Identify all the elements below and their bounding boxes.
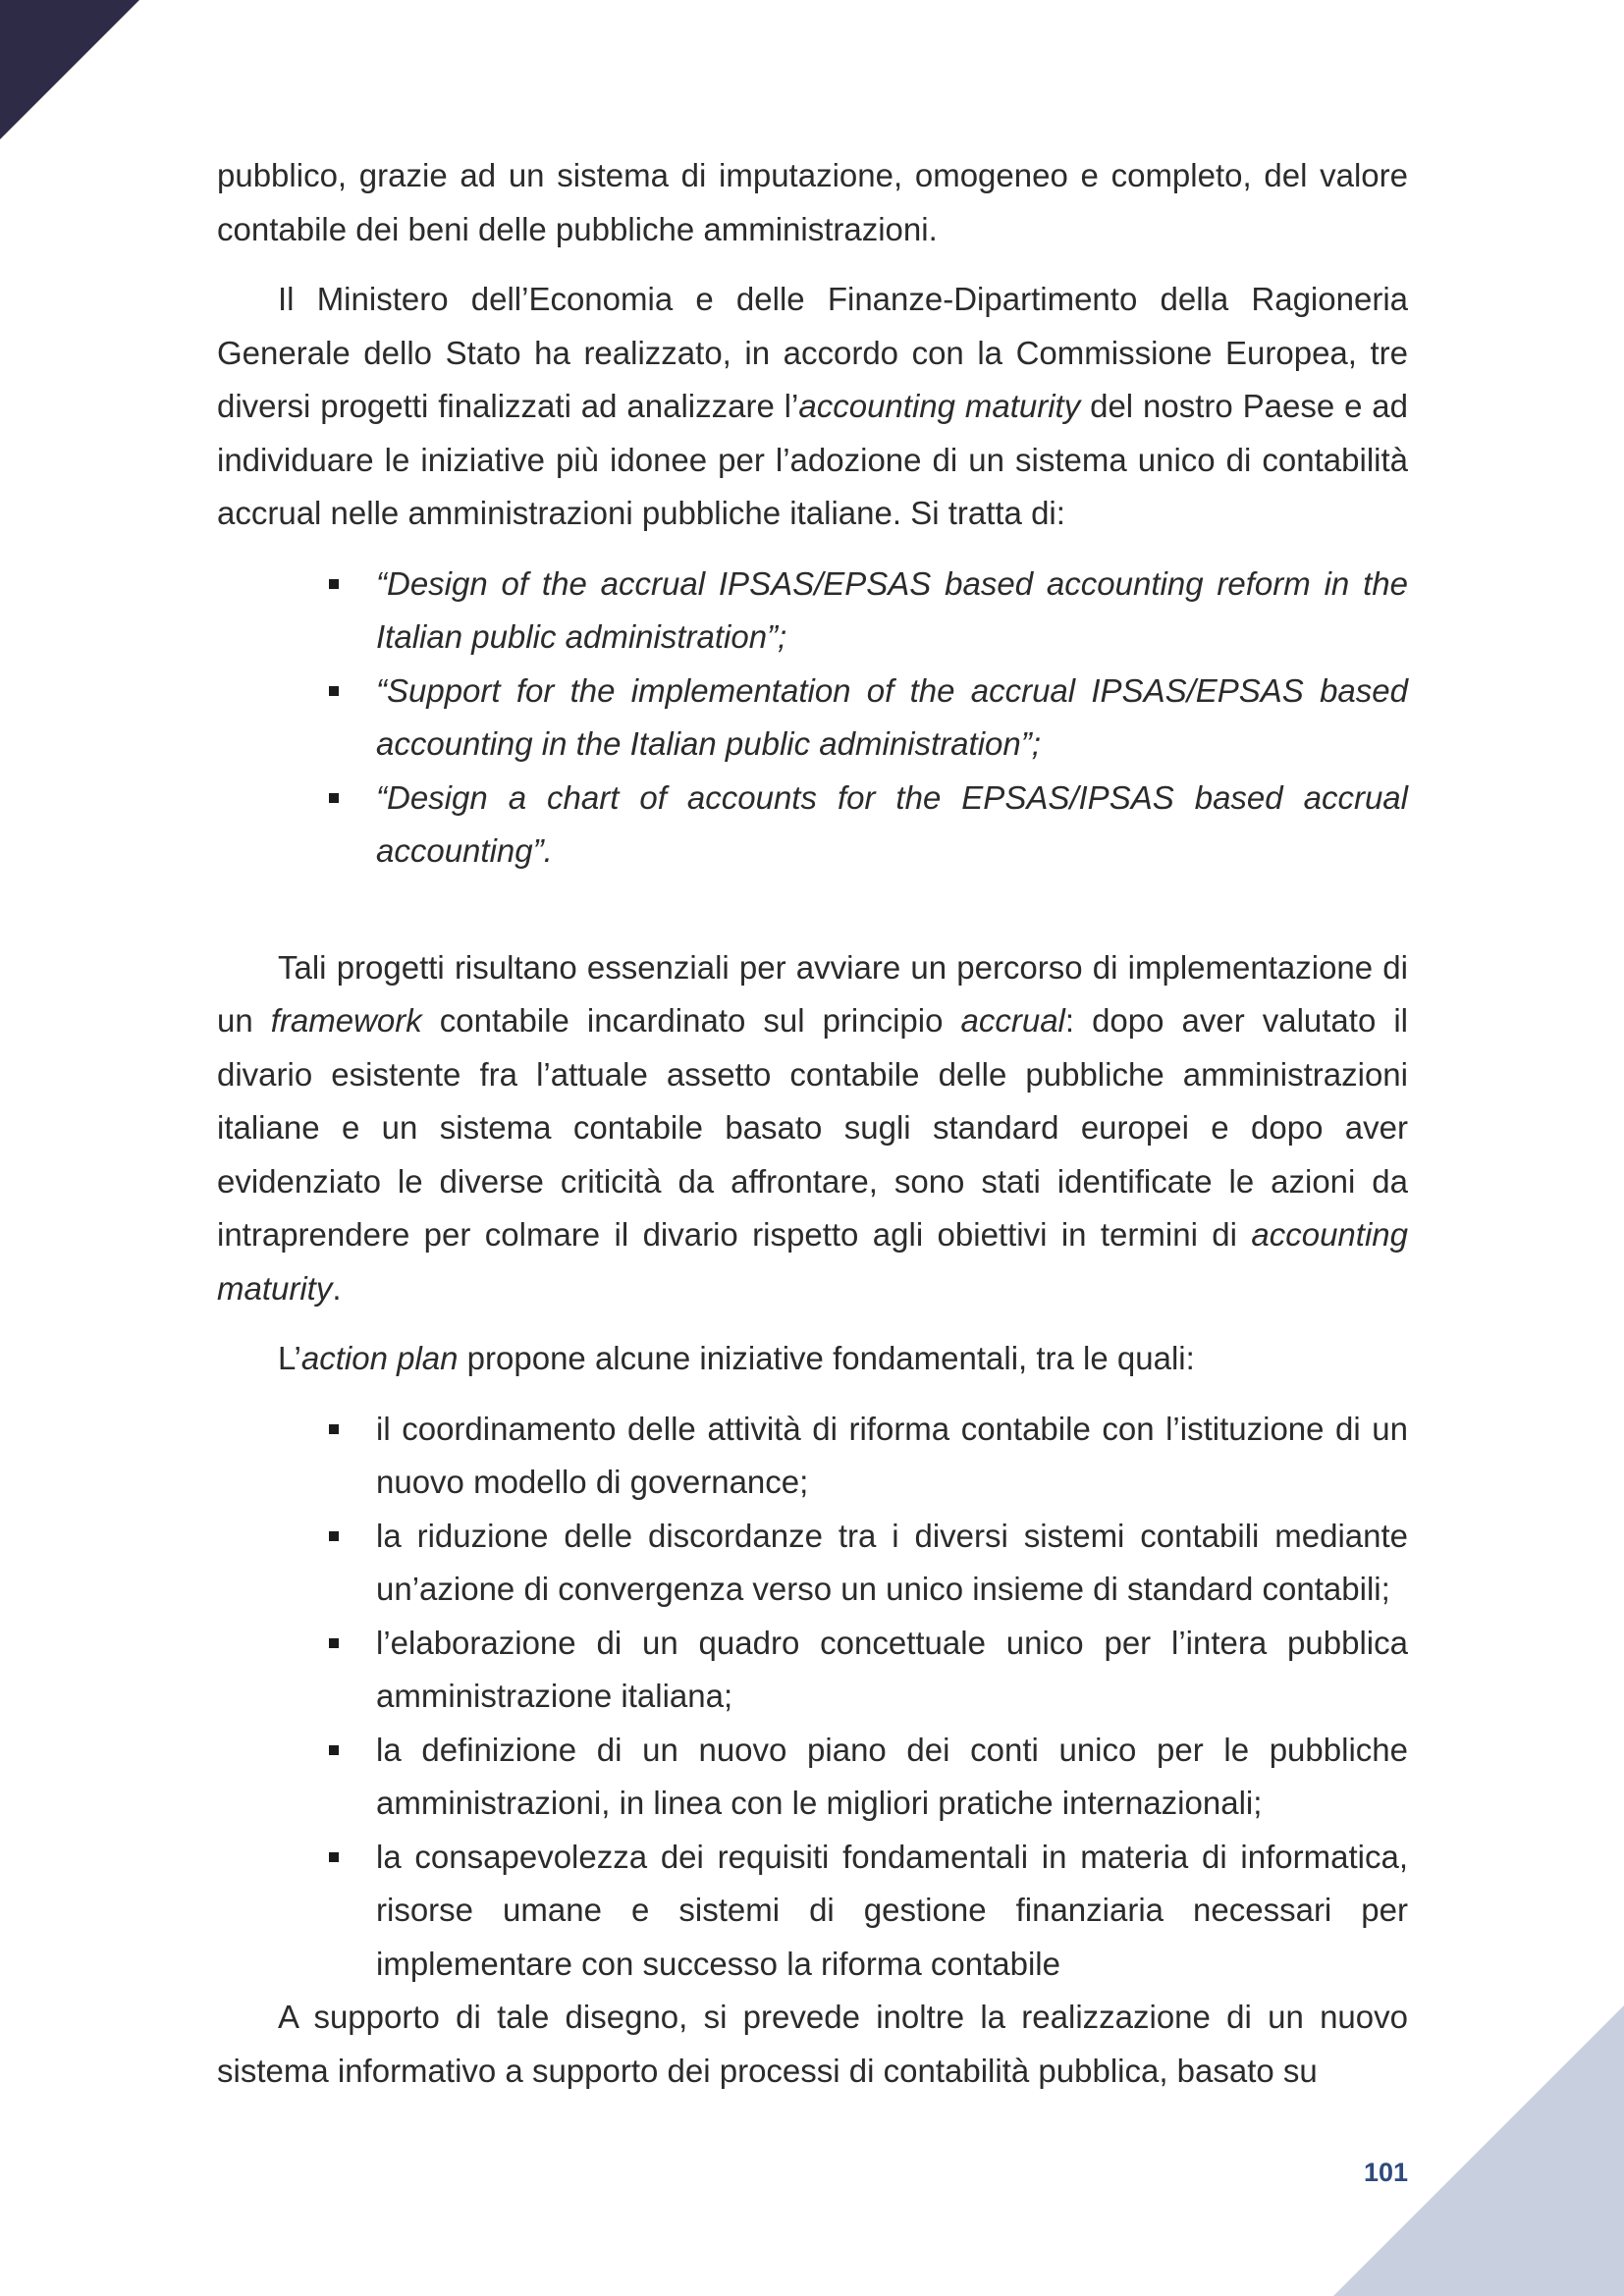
- text-run: propone alcune iniziative fondamentali, tra le quali:: [458, 1340, 1195, 1376]
- text-run-italic: accounting maturity: [217, 1216, 1408, 1307]
- bullet-square-icon: [329, 793, 339, 803]
- paragraph-continuation: pubblico, grazie ad un sistema di imputazione, omogeneo e completo, del valore contabile dei beni delle pubbliche amministrazioni.: [217, 157, 1408, 247]
- list-item: [376, 1724, 1408, 1831]
- paragraph-projects-essential: [217, 941, 1408, 1316]
- paragraph-action-plan: [217, 1332, 1408, 1386]
- list-item: [376, 1510, 1408, 1617]
- paragraph-information-system: A supporto di tale disegno, si prevede inoltre la realizzazione di un nuovo sistema informativo a supporto dei processi di contabilità pubblica, basato su: [217, 1999, 1408, 2089]
- page-number: 101: [1363, 2158, 1408, 2187]
- list-item: [376, 772, 1408, 879]
- text-run-italic: framework: [270, 1002, 422, 1039]
- text-run-italic: accounting maturity: [798, 388, 1081, 424]
- list-item: [376, 1403, 1408, 1510]
- text-run: Il Ministero dell’Economia e delle Finanze-Dipartimento della Ragioneria Generale dello Stato ha realizzato, in accordo con la Commissione Europea, tre diversi progetti finalizzati ad analizzare l’: [217, 281, 1408, 424]
- list-item: [376, 665, 1408, 772]
- list-item-text: la definizione di un nuovo piano dei conti unico per le pubbliche amministrazioni, in linea con le migliori pratiche internazionali;: [376, 1731, 1408, 1821]
- paragraph-ministry: [217, 273, 1408, 541]
- bullet-square-icon: [329, 579, 339, 589]
- corner-decoration-top-left: [0, 0, 139, 139]
- text-run-italic: accrual: [960, 1002, 1065, 1039]
- text-run: contabile incardinato sul principio: [421, 1002, 961, 1039]
- text-run: .: [332, 1269, 342, 1307]
- text-run: : dopo aver valutato il divario esistente fra l’attuale assetto contabile delle pubbliche amministrazioni italiane e un sistema contabile basato sugli standard europei e dopo aver evidenziato le diverse criticità da affrontare, sono stati identificate le azioni da intraprendere per colmare il divario rispetto agli obiettivi in termini di: [217, 1002, 1408, 1253]
- list-item-text: “Design of the accrual IPSAS/EPSAS based accounting reform in the Italian public administration”;: [376, 564, 1408, 655]
- text-run: Tali progetti risultano essenziali per avviare un percorso di implementazione di un: [217, 948, 1408, 1039]
- text-run-italic: action plan: [300, 1340, 459, 1376]
- bullet-square-icon: [329, 1424, 339, 1434]
- projects-list: [217, 558, 1408, 879]
- list-item-text: la riduzione delle discordanze tra i diversi sistemi contabili mediante un’azione di convergenza verso un unico insieme di standard contabili;: [376, 1517, 1408, 1607]
- bullet-square-icon: [329, 1852, 339, 1862]
- page-body: [217, 149, 1408, 2098]
- list-item-text: la consapevolezza dei requisiti fondamentali in materia di informatica, risorse umane e sistemi di gestione finanziaria necessari per implementare con successo la riforma contabile: [376, 1838, 1408, 1982]
- list-item: [376, 1831, 1408, 1992]
- list-item: [376, 558, 1408, 665]
- text-run: L’: [278, 1340, 301, 1376]
- bullet-square-icon: [329, 1638, 339, 1648]
- list-item-text: l’elaborazione di un quadro concettuale unico per l’intera pubblica amministrazione italiana;: [376, 1624, 1408, 1714]
- bullet-square-icon: [329, 686, 339, 696]
- text-run: del nostro Paese e ad individuare le iniziative più idonee per l’adozione di un sistema unico di contabilità accrual nelle amministrazioni pubbliche italiane. Si tratta di:: [217, 388, 1409, 531]
- bullet-square-icon: [329, 1531, 339, 1541]
- bullet-square-icon: [329, 1745, 339, 1755]
- list-item-text: “Support for the implementation of the accrual IPSAS/EPSAS based accounting in the Italian public administration”;: [376, 671, 1408, 762]
- initiatives-list: [217, 1403, 1408, 1992]
- list-item-text: il coordinamento delle attività di riforma contabile con l’istituzione di un nuovo modello di governance;: [376, 1410, 1408, 1500]
- list-item: [376, 1617, 1408, 1724]
- list-item-text: “Design a chart of accounts for the EPSAS/IPSAS based accrual accounting”.: [376, 778, 1408, 869]
